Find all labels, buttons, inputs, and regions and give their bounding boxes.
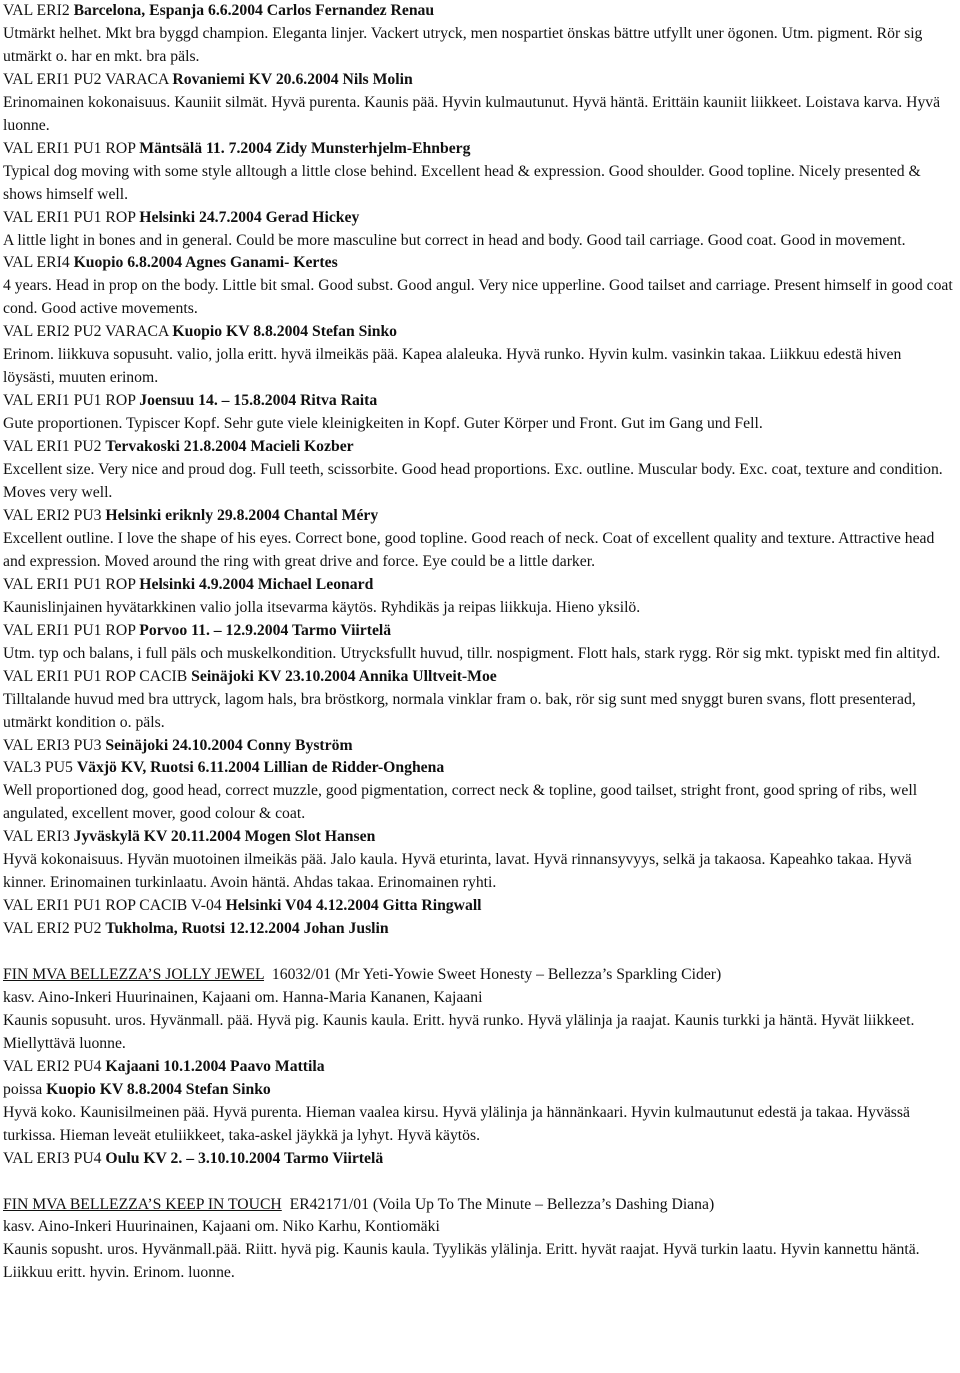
critique-text: Gute proportionen. Typiscer Kopf. Sehr gute viele kleinigkeiten in Kopf. Guter Körper und Front. Gut im Gang und Fell. — [3, 415, 763, 433]
result-award: VAL ERI1 PU1 ROP CACIB — [3, 667, 192, 685]
critique-text: 4 years. Head in prop on the body. Little bit smal. Good subst. Good angul. Very nice upperline. Good tailset and carriage. Present himself in good coat cond. Good active movements. — [3, 277, 953, 318]
show-and-judge: Kuopio KV 8.8.2004 Stefan Sinko — [172, 323, 398, 341]
result-award: VAL3 PU5 — [3, 759, 77, 777]
show-and-judge: Kuopio 6.8.2004 Agnes Ganami- Kertes — [73, 254, 338, 272]
show-and-judge: Tukholma, Ruotsi 12.12.2004 Johan Juslin — [105, 920, 389, 938]
show-and-judge: Rovaniemi KV 20.6.2004 Nils Molin — [172, 70, 413, 88]
breeder-owner-line: kasv. Aino-Inkeri Huurinainen, Kajaani om. Niko Karhu, Kontiomäki — [3, 1218, 440, 1236]
show-result-heading — [3, 574, 953, 597]
critique-text: Excellent outline. I love the shape of his eyes. Correct bone, good topline. Good reach of neck. Coat of excellent quality and texture. Attractive head and expression. Moved around the ring with great drive and force. Eye could be a little darker. — [3, 529, 935, 570]
show-result-heading — [3, 207, 953, 230]
show-result-heading — [3, 895, 953, 918]
dog-name: FIN MVA BELLEZZA’S KEEP IN TOUCH — [3, 1195, 282, 1213]
result-award: VAL ERI3 PU4 — [3, 1149, 106, 1167]
result-award: VAL ERI3 PU3 — [3, 736, 106, 754]
show-and-judge: Mäntsälä 11. 7.2004 Zidy Munsterhjelm-Ehnberg — [139, 139, 471, 157]
show-result-heading — [3, 735, 953, 758]
show-and-judge: Helsinki eriknly 29.8.2004 Chantal Méry — [105, 506, 379, 524]
show-and-judge: Oulu KV 2. – 3.10.10.2004 Tarmo Viirtelä — [105, 1149, 384, 1167]
show-result-heading — [3, 0, 953, 23]
show-and-judge: Helsinki 4.9.2004 Michael Leonard — [139, 575, 374, 593]
blank-line — [3, 941, 953, 964]
show-result-heading — [3, 321, 953, 344]
critique-text: Kaunislinjainen hyvätarkkinen valio jolla itsevarma käytös. Ryhdikäs ja reipas liikkuja. Hieno yksilö. — [3, 598, 641, 616]
critique-text: Utm. typ och balans, i full päls och muskelkondition. Utrycksfullt huvud, tillr. nospigment. Flott hals, stark rygg. Rör sig mkt. typiskt med fin altityd. — [3, 644, 941, 662]
dog-name: FIN MVA BELLEZZA’S JOLLY JEWEL — [3, 966, 265, 984]
dog-registration-pedigree: ER42171/01 (Voila Up To The Minute – Bellezza’s Dashing Diana) — [281, 1195, 715, 1213]
blank-line — [3, 1171, 953, 1194]
show-result-heading — [3, 436, 953, 459]
show-and-judge: Seinäjoki KV 23.10.2004 Annika Ulltveit-Moe — [191, 667, 497, 685]
show-and-judge: Barcelona, Espanja 6.6.2004 Carlos Fernandez Renau — [73, 2, 435, 19]
result-award: VAL ERI2 PU2 — [3, 920, 106, 938]
critique-text: Kaunis sopusht. uros. Hyvänmall.pää. Riitt. hyvä pig. Kaunis kaula. Tyylikäs ylälinja. Eritt. hyvät raajat. Hyvä turkin laatu. Hyvin kannettu häntä. Liikkuu eritt. hyvin. Erinom. luonne. — [3, 1241, 920, 1282]
show-and-judge: Jyväskylä KV 20.11.2004 Mogen Slot Hansen — [73, 828, 376, 846]
result-award: VAL ERI1 PU2 VARACA — [3, 70, 173, 88]
show-result-heading — [3, 505, 953, 528]
critique-text: Well proportioned dog, good head, correct muzzle, good pigmentation, correct neck & topline, good tailset, stright front, good spring of ribs, well angulated, excellent mover, good colour & coat. — [3, 782, 918, 823]
show-and-judge: Joensuu 14. – 15.8.2004 Ritva Raita — [139, 392, 378, 410]
show-result-heading — [3, 138, 953, 161]
result-award: VAL ERI1 PU1 ROP — [3, 208, 140, 226]
result-award: VAL ERI4 — [3, 254, 74, 272]
show-and-judge: Helsinki V04 4.12.2004 Gitta Ringwall — [225, 897, 482, 915]
result-award: VAL ERI1 PU2 — [3, 438, 106, 456]
show-result-heading — [3, 390, 953, 413]
critique-text: Tilltalande huvud med bra uttryck, lagom hals, bra bröstkorg, normala vinklar fram o. bak, rör sig sunt med snyggt buren svans, flott presenterad, utmärkt kondition o. päls. — [3, 690, 916, 731]
critique-text: Kaunis sopusuht. uros. Hyvänmall. pää. Hyvä pig. Kaunis kaula. Eritt. hyvä runko. Hyvä ylälinja ja raajat. Kaunis turkki ja häntä. Hyvät liikkeet. Miellyttävä luonne. — [3, 1011, 915, 1052]
show-result-heading — [3, 918, 953, 941]
show-result-heading — [3, 1079, 953, 1102]
critique-text: Excellent size. Very nice and proud dog. Full teeth, scissorbite. Good head proportions. Exc. outline. Muscular body. Exc. coat, texture and condition. Moves very well. — [3, 461, 943, 502]
show-result-heading — [3, 826, 953, 849]
document-page — [3, 0, 953, 1285]
show-and-judge: Porvoo 11. – 12.9.2004 Tarmo Viirtelä — [139, 621, 392, 639]
critique-text: Utmärkt helhet. Mkt bra byggd champion. Eleganta linjer. Vackert utryck, men nospartiet önskas bättre utfyllt uner ögonen. Utm. pigment. Rör sig utmärkt o. har en mkt. bra päls. — [3, 24, 923, 65]
result-award: poissa — [3, 1080, 47, 1098]
result-award: VAL ERI1 PU1 ROP — [3, 621, 140, 639]
result-award: VAL ERI1 PU1 ROP CACIB V-04 — [3, 897, 226, 915]
breeder-owner-line: kasv. Aino-Inkeri Huurinainen, Kajaani om. Hanna-Maria Kananen, Kajaani — [3, 988, 483, 1006]
result-award: VAL ERI2 PU3 — [3, 506, 106, 524]
show-and-judge: Växjö KV, Ruotsi 6.11.2004 Lillian de Ridder-Onghena — [76, 759, 445, 777]
critique-text: A little light in bones and in general. Could be more masculine but correct in head and body. Good tail carriage. Good coat. Good in movement. — [3, 231, 906, 249]
show-result-heading — [3, 620, 953, 643]
result-award: VAL ERI2 PU4 — [3, 1057, 106, 1075]
show-and-judge: Kuopio KV 8.8.2004 Stefan Sinko — [46, 1080, 271, 1098]
show-and-judge: Tervakoski 21.8.2004 Macieli Kozber — [105, 438, 354, 456]
dog-registration-pedigree: 16032/01 (Mr Yeti-Yowie Sweet Honesty – Bellezza’s Sparkling Cider) — [264, 966, 722, 984]
critique-text: Hyvä kokonaisuus. Hyvän muotoinen ilmeikäs pää. Jalo kaula. Hyvä eturinta, lavat. Hyvä rinnansyvyys, selkä ja takaosa. Kapeahko takaa. Hyvä kinner. Erinomainen turkinlaatu. Avoin häntä. Ahdas takaa. Erinomainen ryhti. — [3, 851, 912, 892]
show-and-judge: Helsinki 24.7.2004 Gerad Hickey — [139, 208, 360, 226]
show-result-heading — [3, 757, 953, 780]
result-award: VAL ERI3 — [3, 828, 74, 846]
show-result-heading — [3, 69, 953, 92]
result-award: VAL ERI2 PU2 VARACA — [3, 323, 173, 341]
show-result-heading — [3, 252, 953, 275]
show-result-heading — [3, 666, 953, 689]
result-award: VAL ERI1 PU1 ROP — [3, 575, 140, 593]
dog-entry-heading — [3, 964, 953, 987]
dog-entry-heading — [3, 1194, 953, 1217]
show-result-heading — [3, 1148, 953, 1171]
critique-text: Typical dog moving with some style alltough a little close behind. Excellent head & expression. Good shoulder. Good topline. Nicely presented & shows himself well. — [3, 162, 921, 203]
result-award: VAL ERI1 PU1 ROP — [3, 139, 140, 157]
show-result-heading — [3, 1056, 953, 1079]
result-award: VAL ERI1 PU1 ROP — [3, 392, 140, 410]
critique-text: Erinomainen kokonaisuus. Kauniit silmät. Hyvä purenta. Kaunis pää. Hyvin kulmautunut. Hyvä häntä. Erittäin kauniit liikkeet. Loistava karva. Hyvä luonne. — [3, 93, 941, 134]
show-and-judge: Seinäjoki 24.10.2004 Conny Byström — [105, 736, 353, 754]
result-award: VAL ERI2 — [3, 2, 74, 19]
critique-text: Erinom. liikkuva sopusuht. valio, jolla eritt. hyvä ilmeikäs pää. Kapea alaleuka. Hyvä runko. Hyvin kulm. vasinkin takaa. Liikkuu edestä hiven löysästi, muuten erinom. — [3, 346, 902, 387]
show-and-judge: Kajaani 10.1.2004 Paavo Mattila — [105, 1057, 325, 1075]
critique-text: Hyvä koko. Kaunisilmeinen pää. Hyvä purenta. Hieman vaalea kirsu. Hyvä ylälinja ja hännänkaari. Hyvin kulmautunut edestä ja takaa. Hyvässä turkissa. Hieman leveät etuliikkeet, taka-askel jäykkä ja lyhyt. Hyvä käytös. — [3, 1103, 910, 1144]
